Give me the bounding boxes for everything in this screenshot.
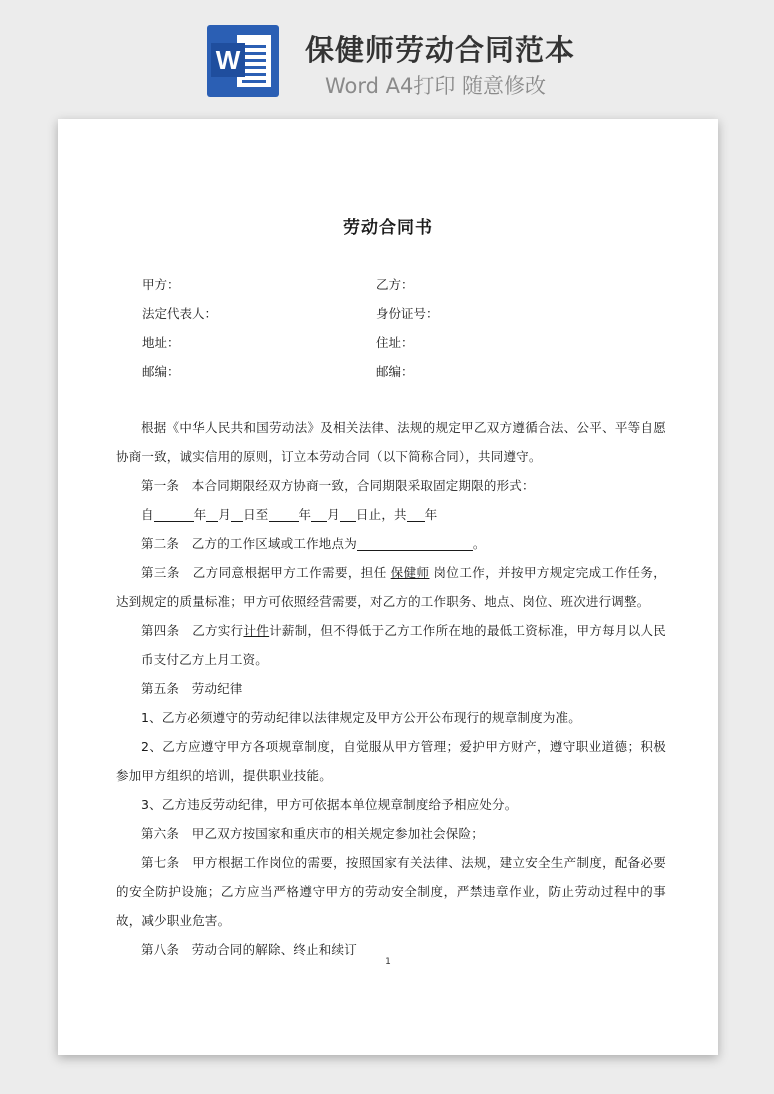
position-field[interactable]: 保健师 — [390, 565, 430, 580]
start-month-blank[interactable] — [206, 506, 218, 522]
end-month-blank[interactable] — [311, 506, 327, 522]
article-4: 第四条 乙方实行计件计薪制，但不得低于乙方工作所在地的最低工资标准，甲方每月以人民币支付乙方上月工资。 — [141, 623, 667, 667]
end-day-blank[interactable] — [340, 506, 356, 522]
page-number: 1 — [385, 957, 391, 967]
discipline-rule-2: 2、乙方应遵守甲方各项规章制度，自觉服从甲方管理；爱护甲方财产，遵守职业道德；积极参加甲方组织的培训，提供职业技能。 — [116, 739, 666, 783]
party-a-label: 甲方： — [142, 277, 180, 292]
article-6: 第六条 甲乙双方按国家和重庆市的相关规定参加社会保险； — [141, 826, 484, 841]
article-3: 第三条 乙方同意根据甲方工作需要，担任 保健师 岗位工作，并按甲方规定完成工作任务，达到规定的质量标准；甲方可依照经营需要，对乙方的工作职务、地点、岗位、班次进行调整。 — [116, 565, 666, 609]
discipline-rule-3: 3、乙方违反劳动纪律，甲方可依据本单位规章制度给予相应处分。 — [141, 797, 518, 812]
id-number-label: 身份证号： — [376, 306, 439, 321]
end-year-blank[interactable] — [269, 506, 299, 522]
discipline-rule-1: 1、乙方必须遵守的劳动纪律以法律规定及甲方公开公布现行的规章制度为准。 — [141, 710, 581, 725]
word-letter: W — [211, 43, 245, 77]
start-day-blank[interactable] — [231, 506, 243, 522]
party-b-address-label: 住址： — [376, 335, 414, 350]
article-7: 第七条 甲方根据工作岗位的需要，按照国家有关法律、法规，建立安全生产制度，配备必要的安全防护设施；乙方应当严格遵守甲方的劳动安全制度，严禁违章作业，防止劳动过程中的事故，减少职业危害。 — [116, 855, 666, 928]
header — [0, 0, 774, 118]
document-page — [58, 119, 718, 1055]
template-subtitle: Word A4打印 随意修改 — [325, 74, 547, 98]
word-document-icon — [207, 25, 279, 97]
contract-title: 劳动合同书 — [343, 218, 433, 238]
party-b-postcode-label: 邮编： — [376, 364, 414, 379]
contract-term-line: 自 年 月 日至 年 月 日止，共 年 — [141, 507, 438, 522]
legal-representative-label: 法定代表人： — [142, 306, 218, 321]
pay-method-field[interactable]: 计件 — [243, 623, 270, 638]
start-year-blank[interactable] — [154, 506, 194, 522]
total-years-blank[interactable] — [407, 506, 425, 522]
article-5: 第五条 劳动纪律 — [141, 681, 243, 696]
article-2: 第二条 乙方的工作区域或工作地点为 。 — [141, 536, 486, 551]
intro-paragraph: 根据《中华人民共和国劳动法》及相关法律、法规的规定甲乙双方遵循合法、公平、平等自愿协商一致，诚实信用的原则，订立本劳动合同（以下简称合同），共同遵守。 — [116, 420, 666, 464]
article-1: 第一条 本合同期限经双方协商一致，合同期限采取固定期限的形式： — [141, 478, 535, 493]
party-a-postcode-label: 邮编： — [142, 364, 180, 379]
template-title: 保健师劳动合同范本 — [305, 33, 576, 67]
party-b-label: 乙方： — [376, 277, 414, 292]
article-8: 第八条 劳动合同的解除、终止和续订 — [141, 942, 357, 957]
work-location-blank[interactable] — [357, 535, 473, 551]
party-a-address-label: 地址： — [142, 335, 180, 350]
